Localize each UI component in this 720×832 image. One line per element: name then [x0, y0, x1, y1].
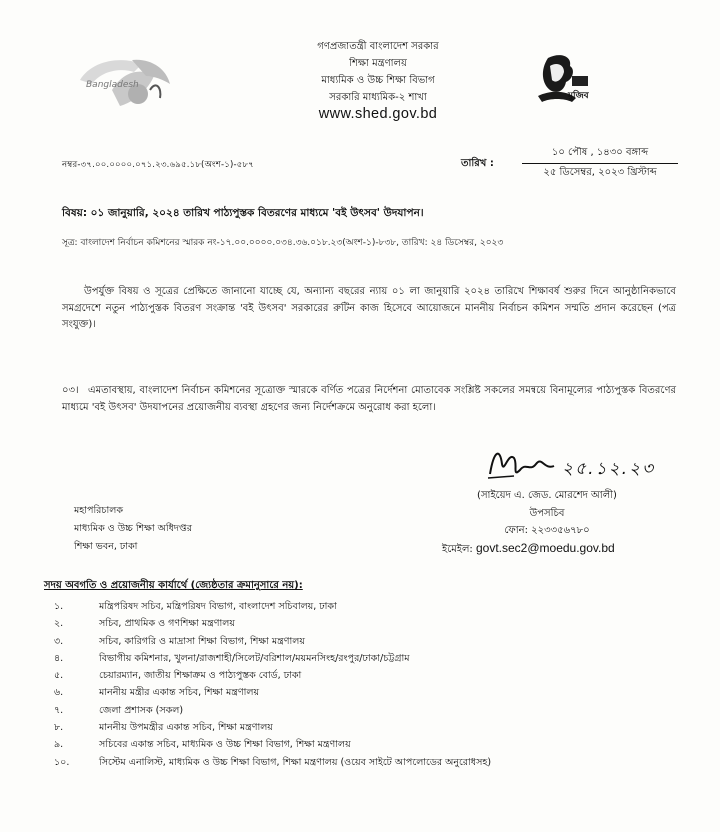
recipient-block — [74, 502, 192, 556]
distribution-list — [54, 598, 674, 771]
subject-line: বিষয়: ০১ জানুয়ারি, ২০২৪ তারিখ পাঠ্যপুস্তক বিতরণের মাধ্যমে 'বই উৎসব' উদযাপন। — [62, 207, 424, 219]
signer-name: (সাইয়েদ এ. জেড. মোরশেদ আলী) — [477, 490, 617, 501]
division-name: মাধ্যমিক ও উচ্চ শিক্ষা বিভাগ — [321, 75, 435, 86]
signer-phone: ফোন: ২২৩৩৫৬৭৮০ — [504, 525, 590, 536]
website-url: www.shed.gov.bd — [318, 106, 438, 122]
signature-date: ২৫.১২.২৩ — [562, 459, 656, 479]
date-gregorian: ২৫ ডিসেম্বর, ২০২৩ খ্রিস্টাব্দ — [543, 167, 657, 178]
body-paragraph-2 — [62, 383, 676, 416]
list-item: ৭. জেলা প্রশাসক (সকল) — [54, 704, 184, 716]
list-item: ৮. মাননীয় উপমন্ত্রীর একান্ত সচিব, শিক্ষা মন্ত্রণালয় — [54, 722, 273, 734]
paragraph-number: ০৩। — [62, 385, 79, 396]
list-item: ৯. সচিবের একান্ত সচিব, মাধ্যমিক ও উচ্চ শিক্ষা বিভাগ, শিক্ষা মন্ত্রণালয় — [54, 739, 351, 751]
recipient-office: মাধ্যমিক ও উচ্চ শিক্ষা অধিদপ্তর — [74, 523, 192, 534]
body-paragraph-1: উপর্যুক্ত বিষয় ও সূত্রের প্রেক্ষিতে জানানো যাচ্ছে যে, অন্যান্য বছরের ন্যায় ০১ লা জানুয়ারি ২০২৪ তারিখে শিক্ষাবর্ষ শুরুর দিনে আনুষ্ঠানিকভাবে সমগ্রদেশে নতুন পাঠ্যপুস্তক বিতরণ সংক্রান্ত 'বই উৎসব' সরকারের রুটিন কাজ হিসেবে আয়োজনে মাননীয় নির্বাচন কমিশন সম্মতি প্রদান করেছেন (পত্র সংযুক্ত)। — [62, 286, 676, 330]
date-label: তারিখ : — [461, 158, 494, 169]
paragraph-2-text: এমতাবস্থায়, বাংলাদেশ নির্বাচন কমিশনের সূত্রোক্ত স্মারকে বর্ণিত পত্রের নির্দেশনা মোতাবেক সংশ্লিষ্ট সকলের সমন্বয়ে বিনামূল্যের পাঠ্যপুস্তক বিতরণের মাধ্যমে 'বই উৎসব' উদযাপনের প্রয়োজনীয় ব্যবস্থা গ্রহণের জন্য নির্দেশক্রমে অনুরোধ করা হলো। — [62, 385, 676, 413]
branch-name: সরকারি মাধ্যমিক-২ শাখা — [329, 92, 427, 103]
bangladesh-logo — [72, 50, 182, 122]
mujib-logo — [520, 50, 600, 116]
govt-name: গণপ্রজাতন্ত্রী বাংলাদেশ সরকার — [317, 41, 439, 52]
email-label: ইমেইল: — [442, 543, 473, 555]
recipient-address: শিক্ষা ভবন, ঢাকা — [74, 541, 138, 552]
signer-email-row — [422, 540, 672, 559]
signer-designation: উপসচিব — [529, 507, 565, 519]
signature-scribble-icon — [484, 444, 564, 484]
ministry-name: শিক্ষা মন্ত্রণালয় — [349, 58, 407, 69]
letterhead — [268, 38, 488, 123]
list-item: ৬. মাননীয় মন্ত্রীর একান্ত সচিব, শিক্ষা মন্ত্রণালয় — [54, 687, 260, 699]
signer-block — [422, 487, 672, 558]
logo-text: Bangladesh — [86, 80, 139, 90]
mujib-logo-text: মুজিব — [568, 91, 589, 101]
signature — [484, 444, 684, 484]
list-item: ২. সচিব, প্রাথমিক ও গণশিক্ষা মন্ত্রণালয় — [54, 618, 235, 630]
list-item: ১. মন্ত্রিপরিষদ সচিব, মন্ত্রিপরিষদ বিভাগ, বাংলাদেশ সচিবালয়, ঢাকা — [54, 601, 337, 612]
list-item: ৪. বিভাগীয় কমিশনার, খুলনা/রাজশাহী/সিলেট/বরিশাল/ময়মনসিংহ/রংপুর/ঢাকা/চট্টগ্রাম — [54, 652, 410, 664]
date-block — [522, 144, 678, 182]
memo-number: নম্বর-৩৭.০০.০০০০.০৭১.২৩.৬৯৫.১৮(অংশ-১)-৫৮৭ — [62, 160, 254, 170]
distribution-title: সদয় অবগতি ও প্রয়োজনীয় কার্যার্থে (জ্যেষ্ঠতার ক্রমানুসারে নয়): — [44, 580, 303, 591]
reference-line: সূত্র: বাংলাদেশ নির্বাচন কমিশনের স্মারক নং-১৭.০০.০০০০.০৩৪.৩৬.০১৮.২৩(অংশ-১)-৮৩৮, তারিখ: ২৪ ডিসেম্বর, ২০২৩ — [62, 238, 504, 248]
list-item: ৩. সচিব, কারিগরি ও মাদ্রাসা শিক্ষা বিভাগ, শিক্ষা মন্ত্রণালয় — [54, 635, 305, 647]
portrait-emblem-icon — [520, 50, 600, 116]
date-bangla: ১০ পৌষ , ১৪৩০ বঙ্গাব্দ — [522, 144, 678, 164]
signer-email: govt.sec2@moedu.gov.bd — [475, 540, 615, 555]
list-item: ৫. চেয়ারম্যান, জাতীয় শিক্ষাক্রম ও পাঠ্যপুস্তক বোর্ড, ঢাকা — [54, 670, 302, 682]
recipient-title: মহাপরিচালক — [74, 505, 124, 516]
list-item: ১০. সিস্টেম এনালিস্ট, মাধ্যমিক ও উচ্চ শিক্ষা বিভাগ, শিক্ষা মন্ত্রণালয় (ওয়েব সাইটে আপলোডের অনুরোধসহ) — [54, 756, 492, 768]
